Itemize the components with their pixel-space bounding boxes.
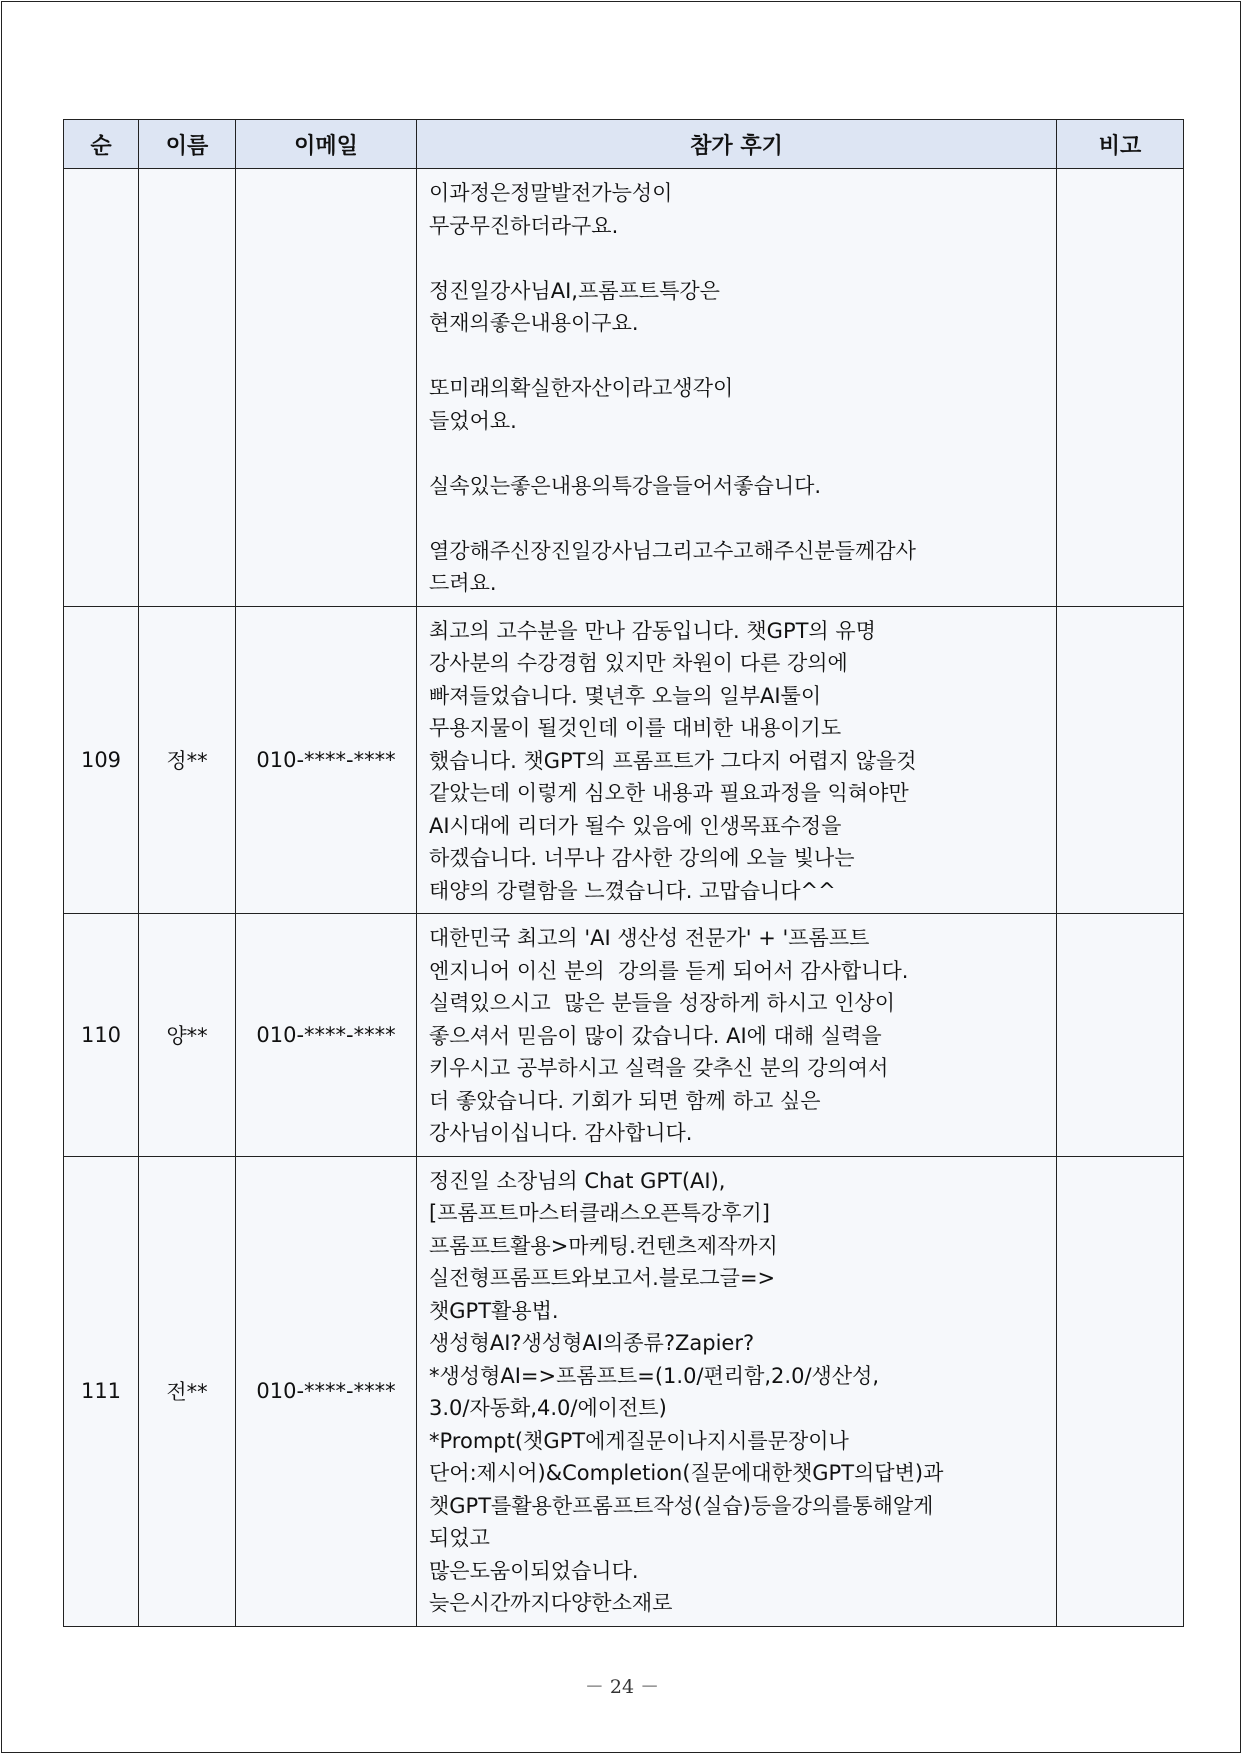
review-line: *Prompt(챗GPT에게질문이나지시를문장이나 (429, 1428, 849, 1453)
review-line: 태양의 강렬함을 느꼈습니다. 고맙습니다^^ (429, 878, 836, 903)
table-row (64, 169, 1184, 607)
review-line: 대한민국 최고의 'AI 생산성 전문가' + '프롬프트 (429, 926, 870, 950)
header-name: 이름 (139, 120, 236, 169)
review-line: 빠져들었습니다. 몇년후 오늘의 일부AI툴이 (429, 683, 822, 708)
review-line: 프롬프트활용>마케팅.컨텐츠제작까지 (429, 1233, 778, 1258)
row-review (417, 1156, 1057, 1626)
table-row (64, 914, 1184, 1157)
review-line: *생성형AI=>프롬프트=(1.0/편리함,2.0/생산성, (429, 1363, 880, 1388)
review-line: 드려요. (429, 571, 497, 595)
row-note (1057, 169, 1184, 607)
review-line: 강사님이십니다. 감사합니다. (429, 1121, 693, 1145)
review-line (429, 502, 1046, 535)
review-line: 단어:제시어)&Completion(질문에대한챗GPT의답변)과 (429, 1461, 944, 1485)
review-line: 열강해주신장진일강사님그리고수고해주신분들께감사 (429, 538, 916, 563)
review-line: 키우시고 공부하시고 실력을 갖추신 분의 강의여서 (429, 1056, 889, 1080)
review-table (63, 119, 1184, 1627)
header-number: 순 (64, 120, 139, 169)
review-line: 엔지니어 이신 분의 강의를 듣게 되어서 감사합니다. (429, 958, 909, 983)
review-line: 무궁무진하더라구요. (429, 213, 619, 238)
review-line: 실속있는좋은내용의특강을들어서좋습니다. (429, 473, 822, 498)
review-line: 최고의 고수분을 만나 감동입니다. 챗GPT의 유명 (429, 618, 876, 643)
review-line: 또미래의확실한자산이라고생각이 (429, 376, 734, 400)
row-review (417, 914, 1057, 1157)
row-number: 110 (64, 914, 139, 1157)
review-line: 챗GPT를활용한프롬프트작성(실습)등을강의를통해알게 (429, 1493, 934, 1518)
review-line: 되었고 (429, 1526, 490, 1550)
header-email: 이메일 (236, 120, 417, 169)
review-line: AI시대에 리더가 될수 있음에 인생목표수정을 (429, 813, 842, 838)
review-line: 늦은시간까지다양한소재로 (429, 1591, 673, 1615)
review-line: 이과정은정말발전가능성이 (429, 181, 673, 205)
row-note (1057, 606, 1184, 914)
row-review (417, 606, 1057, 914)
row-name: 전** (139, 1156, 236, 1626)
row-email: 010-****-**** (236, 1156, 417, 1626)
page-number: － 24 － (584, 1676, 660, 1698)
row-email (236, 169, 417, 607)
row-name: 양** (139, 914, 236, 1157)
review-line: 3.0/자동화,4.0/에이전트) (429, 1396, 667, 1420)
review-line: 들었어요. (429, 408, 517, 433)
review-line (429, 340, 1046, 373)
row-note (1057, 1156, 1184, 1626)
review-line: 정진일강사님AI,프롬프트특강은 (429, 278, 720, 303)
row-name (139, 169, 236, 607)
review-line: 생성형AI?생성형AI의종류?Zapier? (429, 1331, 755, 1355)
row-name: 정** (139, 606, 236, 914)
review-line: 좋으셔서 믿음이 많이 갔습니다. AI에 대해 실력을 (429, 1023, 882, 1048)
row-number (64, 169, 139, 607)
review-line (429, 242, 1046, 275)
review-line: 실전형프롬프트와보고서.블로그글=> (429, 1266, 776, 1290)
review-line: 더 좋았습니다. 기회가 되면 함께 하고 싶은 (429, 1088, 821, 1113)
row-email: 010-****-**** (236, 606, 417, 914)
table-row (64, 606, 1184, 914)
table-row (64, 1156, 1184, 1626)
review-line: 정진일 소장님의 Chat GPT(AI), (429, 1168, 726, 1193)
review-line: 현재의좋은내용이구요. (429, 311, 639, 335)
row-review (417, 169, 1057, 607)
header-review: 참가 후기 (417, 120, 1057, 169)
header-note: 비고 (1057, 120, 1184, 169)
review-line: 챗GPT활용법. (429, 1298, 559, 1323)
review-line: 실력있으시고 많은 분들을 성장하게 하시고 인상이 (429, 991, 896, 1015)
review-line: 많은도움이되었습니다. (429, 1558, 639, 1583)
review-line: 강사분의 수강경험 있지만 차원이 다른 강의에 (429, 651, 848, 675)
review-line: 했습니다. 챗GPT의 프롬프트가 그다지 어렵지 않을것 (429, 748, 917, 773)
row-note (1057, 914, 1184, 1157)
review-line: 같았는데 이렇게 심오한 내용과 필요과정을 익혀야만 (429, 781, 909, 805)
row-number: 111 (64, 1156, 139, 1626)
review-line (429, 437, 1046, 470)
review-line: [프롬프트마스터클래스오픈특강후기] (429, 1201, 770, 1225)
header-row (64, 120, 1184, 169)
review-line: 하겠습니다. 너무나 감사한 강의에 오늘 빛나는 (429, 846, 855, 870)
row-number: 109 (64, 606, 139, 914)
row-email: 010-****-**** (236, 914, 417, 1157)
review-line: 무용지물이 될것인데 이를 대비한 내용이기도 (429, 716, 842, 740)
table-body (64, 169, 1184, 1627)
